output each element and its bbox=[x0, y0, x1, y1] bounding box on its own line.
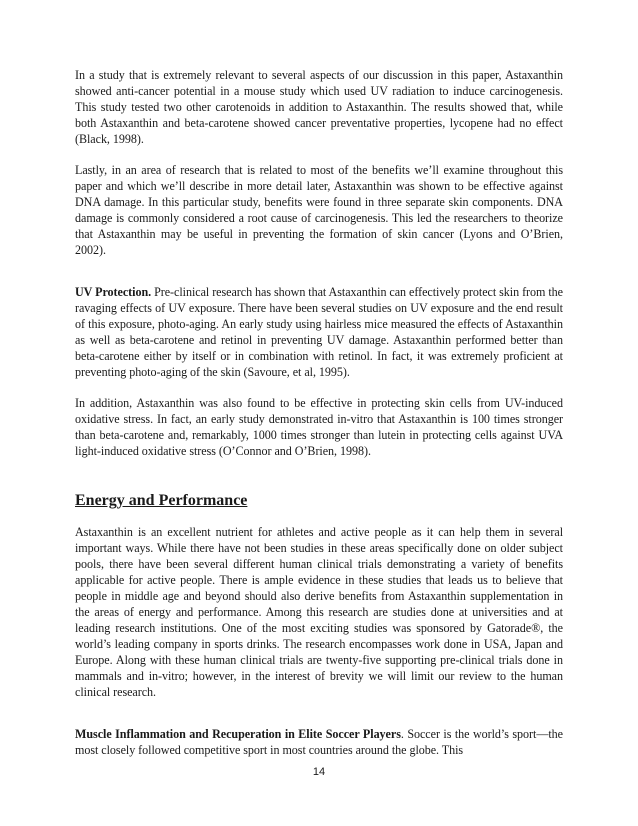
content-lower bbox=[75, 524, 563, 758]
section-heading-energy: Energy and Performance bbox=[75, 492, 248, 509]
paragraph-dna-damage: Lastly, in an area of research that is related to most of the benefits we’ll examine throughout this paper and which we’ll describe in more detail later, Astaxanthin was shown to be effective against DNA damage. In this particular study, benefits were found in three separate skin components. DNA damage is commonly considered a root cause of carcinogenesis. This led the researchers to theorize that Astaxanthin may be useful in preventing the formation of skin cancer (Lyons and O’Brien, 2002). bbox=[75, 163, 563, 257]
uv-protection-heading: UV Protection. bbox=[75, 285, 152, 299]
paragraph-soccer bbox=[75, 726, 563, 758]
soccer-text: . Soccer is the world’s sport—the most closely followed competitive sport in most countries around the globe. This bbox=[75, 727, 563, 757]
soccer-heading: Muscle Inflammation and Recuperation in Elite Soccer Players bbox=[75, 727, 401, 741]
paragraph-energy-performance: Astaxanthin is an excellent nutrient for athletes and active people as it can help them in several important ways. While there have not been studies in these areas specifically done on older subject pools, there have been several different human clinical trials demonstrating a variety of benefits applicable for active people. There is ample evidence in these studies that leads us to believe that people in middle age and beyond should also derive benefits from Astaxanthin supplementation in the areas of energy and performance. Among this research are studies done at universities and at leading research institutions. One of the most exciting studies was sponsored by Gatorade®, the world’s leading company in sports drinks. The research encompasses work done in USA, Japan and Europe. Along with these human clinical trials are twenty-five supporting pre-clinical trials done in mammals and in-vitro; however, in the interest of brevity we will limit our review to the human clinical research. bbox=[75, 525, 563, 699]
paragraph-uv-protection bbox=[75, 284, 563, 380]
uv-protection-text: Pre-clinical research has shown that Astaxanthin can effectively protect skin from the ravaging effects of UV exposure. There have been several studies on UV exposure and the end result of this exposure, photo-aging. An early study using hairless mice measured the effects of Astaxanthin as well as beta-carotene and retinol in preventing UV damage. Astaxanthin performed better than beta-carotene either by itself or in combination with retinol. In fact, it was extremely proficient at preventing photo-aging of the skin (Savoure, et al, 1995). bbox=[75, 285, 563, 379]
paragraph-uv-oxidative-stress: In addition, Astaxanthin was also found to be effective in protecting skin cells from UV-induced oxidative stress. In fact, an early study demonstrated in-vitro that Astaxanthin is 100 times stronger than beta-carotene and, remarkably, 1000 times stronger than lutein in protecting cells against UVA light-induced oxidative stress (O’Connor and O’Brien, 1998). bbox=[75, 396, 563, 458]
page-number: 14 bbox=[312, 766, 326, 778]
content-upper bbox=[75, 67, 563, 459]
paragraph-uv-cancer-study: In a study that is extremely relevant to several aspects of our discussion in this paper, Astaxanthin showed anti-cancer potential in a mouse study which used UV radiation to induce carcinogenesis. This study tested two other carotenoids in addition to Astaxanthin. The results showed that, while both Astaxanthin and beta-carotene showed cancer preventative properties, lycopene had no effect (Black, 1998). bbox=[75, 68, 563, 146]
